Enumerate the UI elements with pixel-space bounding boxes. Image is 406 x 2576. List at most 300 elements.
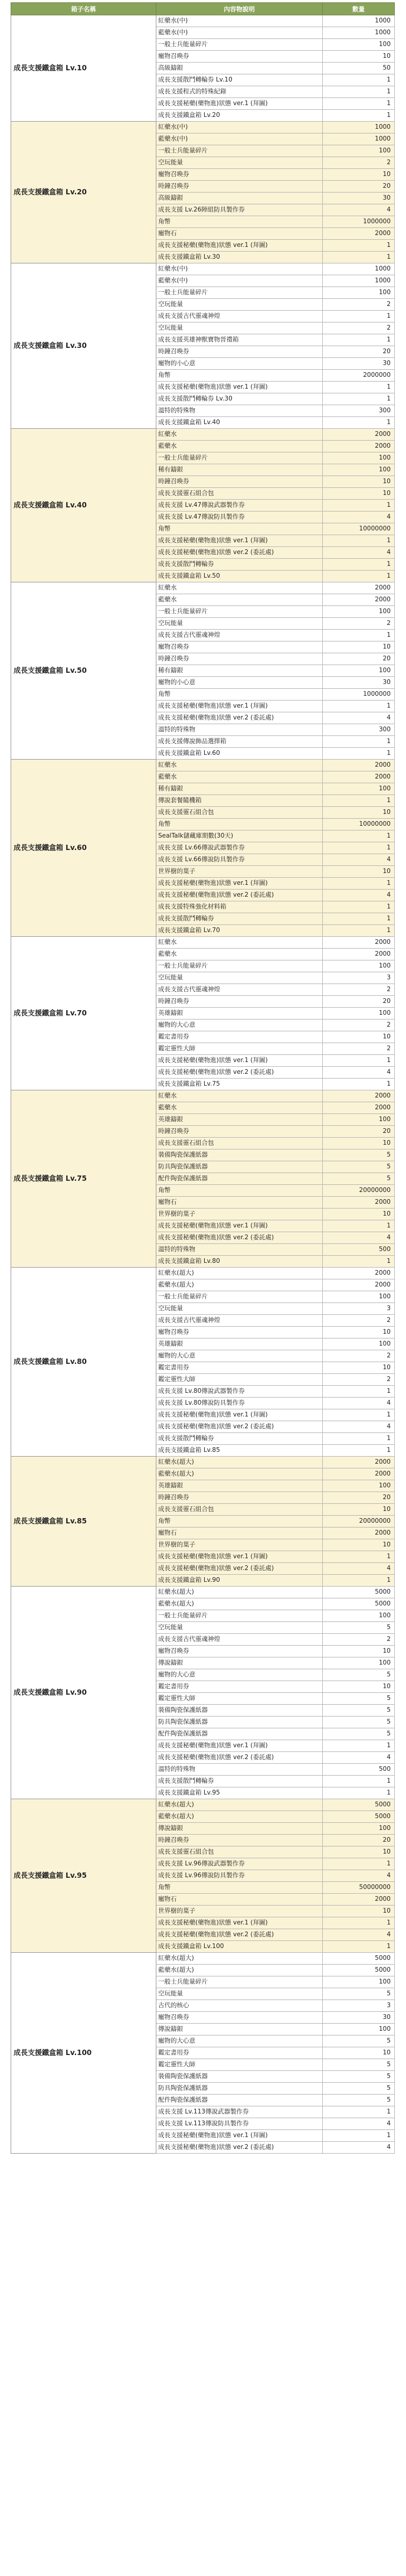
quantity-cell: 4 (323, 712, 395, 724)
quantity-cell: 5000 (323, 1587, 395, 1598)
item-name-cell: 寵物召喚券 (156, 1327, 323, 1339)
item-name-cell: 藍藥水(超大) (156, 1598, 323, 1610)
quantity-cell: 10 (323, 1504, 395, 1516)
quantity-cell: 2 (323, 1634, 395, 1646)
box-name-cell: 成長支援鐵盒箱 Lv.50 (11, 582, 156, 760)
quantity-cell: 5 (323, 1988, 395, 2000)
table-header (11, 3, 395, 15)
quantity-cell: 100 (323, 1976, 395, 1988)
item-name-cell: 古代的核心 (156, 2000, 323, 2012)
item-name-cell: 成長支援 Lv.113傳說防具製作券 (156, 2118, 323, 2130)
item-name-cell: 防具陶瓷保護紙器 (156, 1161, 323, 1173)
quantity-cell: 4 (323, 1870, 395, 1882)
item-name-cell: 成長支援散鬥轉輪券 (156, 1433, 323, 1445)
item-name-cell: 空玩能量 (156, 157, 323, 169)
item-name-cell: 英雄鑄銀 (156, 1008, 323, 1020)
box-group (11, 1457, 395, 1587)
quantity-cell: 1000 (323, 133, 395, 145)
quantity-cell: 1 (323, 795, 395, 807)
item-name-cell: 角幣 (156, 523, 323, 535)
box-group (11, 582, 395, 760)
quantity-cell: 50000000 (323, 1882, 395, 1894)
box-group (11, 1268, 395, 1457)
table-row (11, 122, 395, 133)
quantity-cell: 1 (323, 1220, 395, 1232)
item-name-cell: 鑑定書用券 (156, 2047, 323, 2059)
item-name-cell: 世界樹的葉子 (156, 1209, 323, 1220)
quantity-cell: 1000000 (323, 216, 395, 228)
header-row (11, 3, 395, 15)
item-name-cell: 成長支援秘藥(藥物進)狀態 ver.2 (委託處) (156, 1563, 323, 1575)
item-name-cell: 寵物的大心意 (156, 2036, 323, 2047)
quantity-cell: 2 (323, 323, 395, 334)
item-name-cell: 時鐘召喚券 (156, 996, 323, 1008)
item-name-cell: 紅藥水(超大) (156, 1457, 323, 1468)
quantity-cell: 20000000 (323, 1516, 395, 1528)
item-name-cell: 時鐘召喚券 (156, 1835, 323, 1846)
reward-table (11, 2, 395, 2154)
quantity-cell: 2 (323, 1350, 395, 1362)
item-name-cell: 成長支援鐵盒箱 Lv.20 (156, 110, 323, 122)
item-name-cell: 成長支援鐵盒箱 Lv.90 (156, 1575, 323, 1587)
item-name-cell: 成長支援散鬥轉輪券 Lv.10 (156, 74, 323, 86)
item-name-cell: 成長支援 Lv.47傳說防具製作券 (156, 512, 323, 523)
quantity-cell: 1 (323, 1776, 395, 1787)
quantity-cell: 10 (323, 1362, 395, 1374)
quantity-cell: 1 (323, 630, 395, 641)
item-name-cell: 成長支援散鬥轉輪券 (156, 913, 323, 925)
quantity-cell: 100 (323, 1008, 395, 1020)
item-name-cell: 世界樹的葉子 (156, 1906, 323, 1917)
quantity-cell: 1 (323, 240, 395, 252)
item-name-cell: 時鐘召喚券 (156, 653, 323, 665)
quantity-cell: 1 (323, 311, 395, 323)
quantity-cell: 5 (323, 2036, 395, 2047)
item-name-cell: 成長支援秘藥(藥物進)狀態 ver.1 (拜圖) (156, 1917, 323, 1929)
item-name-cell: 成長支援秘藥(藥物進)狀態 ver.1 (拜圖) (156, 701, 323, 712)
item-name-cell: 成長支援鐵盒箱 Lv.85 (156, 1445, 323, 1457)
quantity-cell: 2000 (323, 1457, 395, 1468)
item-name-cell: 時鐘召喚券 (156, 346, 323, 358)
item-name-cell: 英雄鑄銀 (156, 1480, 323, 1492)
item-name-cell: 成長支援秘藥(藥物進)狀態 ver.2 (委託處) (156, 1421, 323, 1433)
item-name-cell: 成長支援秘藥(藥物進)狀態 ver.2 (委託處) (156, 1232, 323, 1244)
quantity-cell: 2 (323, 1315, 395, 1327)
quantity-cell: 100 (323, 1823, 395, 1835)
quantity-cell: 5000 (323, 1598, 395, 1610)
quantity-cell: 100 (323, 783, 395, 795)
quantity-cell: 5000 (323, 1965, 395, 1976)
quantity-cell: 100 (323, 39, 395, 51)
quantity-cell: 2000 (323, 1268, 395, 1279)
quantity-cell: 5 (323, 2095, 395, 2106)
quantity-cell: 5 (323, 2071, 395, 2083)
item-name-cell: 空玩能量 (156, 299, 323, 311)
quantity-cell: 100 (323, 1480, 395, 1492)
quantity-cell: 1 (323, 878, 395, 890)
box-name-cell: 成長支援鐵盒箱 Lv.90 (11, 1587, 156, 1799)
item-name-cell: 成長支援鐵盒箱 Lv.80 (156, 1256, 323, 1268)
quantity-cell: 100 (323, 452, 395, 464)
quantity-cell: 30 (323, 358, 395, 370)
item-name-cell: 成長支援靈石組合包 (156, 488, 323, 500)
item-name-cell: 高級鑄銀 (156, 193, 323, 204)
item-name-cell: 紅藥水 (156, 582, 323, 594)
quantity-cell: 4 (323, 1398, 395, 1409)
item-name-cell: 成長支援鐵盒箱 Lv.50 (156, 571, 323, 582)
quantity-cell: 5 (323, 1173, 395, 1185)
quantity-cell: 10 (323, 476, 395, 488)
item-name-cell: 裝備陶瓷保護紙器 (156, 2071, 323, 2083)
item-name-cell: 成長支援英雄神獸寶物晉禮箱 (156, 334, 323, 346)
quantity-cell: 1 (323, 110, 395, 122)
item-name-cell: 世界樹的葉子 (156, 1539, 323, 1551)
item-name-cell: 空玩能量 (156, 1303, 323, 1315)
quantity-cell: 20 (323, 1492, 395, 1504)
item-name-cell: 成長支援古代靈魂神煌 (156, 1315, 323, 1327)
quantity-cell: 100 (323, 1610, 395, 1622)
quantity-cell: 1 (323, 252, 395, 263)
item-name-cell: 成長支援鐵盒箱 Lv.30 (156, 252, 323, 263)
quantity-cell: 1 (323, 736, 395, 748)
item-name-cell: 藍藥水 (156, 1102, 323, 1114)
quantity-cell: 10 (323, 866, 395, 878)
item-name-cell: 稀有鑄銀 (156, 783, 323, 795)
quantity-cell: 20 (323, 653, 395, 665)
item-name-cell: 傳說鑄銀 (156, 1657, 323, 1669)
item-name-cell: 成長支援鐵盒箱 Lv.60 (156, 748, 323, 760)
quantity-cell: 10 (323, 1327, 395, 1339)
item-name-cell: 成長支援 Lv.80傳說武器製作券 (156, 1386, 323, 1398)
box-name-cell: 成長支援鐵盒箱 Lv.100 (11, 1953, 156, 2154)
item-name-cell: 成長支援 Lv.96傳說防具製作券 (156, 1870, 323, 1882)
item-name-cell: 配件陶瓷保護紙器 (156, 1173, 323, 1185)
quantity-cell: 1 (323, 701, 395, 712)
box-group (11, 760, 395, 937)
quantity-cell: 1 (323, 86, 395, 98)
quantity-cell: 20 (323, 346, 395, 358)
quantity-cell: 5 (323, 1149, 395, 1161)
quantity-cell: 2 (323, 984, 395, 996)
item-name-cell: 紅藥水 (156, 429, 323, 441)
quantity-cell: 5 (323, 1693, 395, 1705)
quantity-cell: 100 (323, 960, 395, 972)
item-name-cell: 成長支援秘藥(藥物進)狀態 ver.1 (拜圖) (156, 878, 323, 890)
item-name-cell: 成長支援秘藥(藥物進)狀態 ver.2 (委託處) (156, 547, 323, 559)
quantity-cell: 20 (323, 996, 395, 1008)
quantity-cell: 1 (323, 559, 395, 571)
quantity-cell: 5 (323, 1669, 395, 1681)
item-name-cell: 成長支援秘藥(藥物進)狀態 ver.1 (拜圖) (156, 382, 323, 393)
item-name-cell: 藍藥水(中) (156, 133, 323, 145)
item-name-cell: 空玩能量 (156, 972, 323, 984)
quantity-cell: 1 (323, 1787, 395, 1799)
quantity-cell: 1 (323, 1433, 395, 1445)
quantity-cell: 5 (323, 2059, 395, 2071)
box-name-cell: 成長支援鐵盒箱 Lv.95 (11, 1799, 156, 1953)
item-name-cell: 成長支援靈石組合包 (156, 1504, 323, 1516)
item-name-cell: 成長支援秘藥(藥物進)狀態 ver.2 (委託處) (156, 890, 323, 901)
quantity-cell: 100 (323, 665, 395, 677)
quantity-cell: 2000 (323, 937, 395, 949)
item-name-cell: 角幣 (156, 1882, 323, 1894)
item-name-cell: 鑑定靈性大師 (156, 1043, 323, 1055)
quantity-cell: 2 (323, 618, 395, 630)
quantity-cell: 1 (323, 748, 395, 760)
item-name-cell: 裝備陶瓷保護紙器 (156, 1705, 323, 1717)
item-name-cell: 成長支援秘藥(藥物進)狀態 ver.1 (拜圖) (156, 535, 323, 547)
box-group (11, 1090, 395, 1268)
item-name-cell: 一般士兵能量碎片 (156, 452, 323, 464)
quantity-cell: 10 (323, 1681, 395, 1693)
table-row (11, 582, 395, 594)
quantity-cell: 2 (323, 1374, 395, 1386)
quantity-cell: 4 (323, 2118, 395, 2130)
quantity-cell: 2000 (323, 582, 395, 594)
quantity-cell: 5 (323, 2083, 395, 2095)
quantity-cell: 10 (323, 1209, 395, 1220)
box-name-cell: 成長支援鐵盒箱 Lv.60 (11, 760, 156, 937)
quantity-cell: 2000 (323, 1894, 395, 1906)
box-name-cell: 成長支援鐵盒箱 Lv.80 (11, 1268, 156, 1457)
quantity-cell: 2000 (323, 1197, 395, 1209)
quantity-cell: 100 (323, 1339, 395, 1350)
item-name-cell: 藍藥水(中) (156, 275, 323, 287)
box-group (11, 937, 395, 1090)
quantity-cell: 1000000 (323, 689, 395, 701)
item-name-cell: 寵物召喚券 (156, 51, 323, 63)
quantity-cell: 1 (323, 334, 395, 346)
item-name-cell: 一般士兵能量碎片 (156, 145, 323, 157)
quantity-cell: 1000 (323, 263, 395, 275)
table-row (11, 15, 395, 27)
item-name-cell: 空玩能量 (156, 618, 323, 630)
item-name-cell: 傳說鑄銀 (156, 1823, 323, 1835)
item-name-cell: 鑑定靈性大師 (156, 2059, 323, 2071)
item-name-cell: 紅藥水(超大) (156, 1953, 323, 1965)
table-row (11, 263, 395, 275)
item-name-cell: 成長支援 Lv.96傳說武器製作券 (156, 1858, 323, 1870)
quantity-cell: 500 (323, 1244, 395, 1256)
quantity-cell: 1 (323, 913, 395, 925)
quantity-cell: 1 (323, 1941, 395, 1953)
quantity-cell: 4 (323, 890, 395, 901)
quantity-cell: 1 (323, 382, 395, 393)
quantity-cell: 1 (323, 393, 395, 405)
quantity-cell: 10 (323, 51, 395, 63)
box-group (11, 429, 395, 582)
item-name-cell: 成長支援特殊強化材料箱 (156, 901, 323, 913)
quantity-cell: 1 (323, 831, 395, 842)
table-row (11, 1587, 395, 1598)
item-name-cell: 防具陶瓷保護紙器 (156, 1717, 323, 1728)
item-name-cell: 高級鑄銀 (156, 63, 323, 74)
item-name-cell: 成長支援靈石組合包 (156, 807, 323, 819)
item-name-cell: 寵物的大心意 (156, 1020, 323, 1031)
item-name-cell: 成長支援秘藥(藥物進)狀態 ver.1 (拜圖) (156, 1551, 323, 1563)
item-name-cell: 成長支援 Lv.47傳說武器製作券 (156, 500, 323, 512)
item-name-cell: 鑑定靈性大師 (156, 1374, 323, 1386)
item-name-cell: 成長支援古代靈魂神煌 (156, 630, 323, 641)
quantity-cell: 2000 (323, 1090, 395, 1102)
item-name-cell: 成長支援鐵盒箱 Lv.100 (156, 1941, 323, 1953)
item-name-cell: 紅藥水(中) (156, 263, 323, 275)
item-name-cell: 紅藥水 (156, 1090, 323, 1102)
item-name-cell: 稀有鑄銀 (156, 665, 323, 677)
quantity-cell: 2 (323, 299, 395, 311)
quantity-cell: 2000 (323, 1528, 395, 1539)
box-name-cell: 成長支援鐵盒箱 Lv.40 (11, 429, 156, 582)
quantity-cell: 5000 (323, 1953, 395, 1965)
item-name-cell: 紅藥水 (156, 937, 323, 949)
quantity-cell: 1 (323, 1917, 395, 1929)
quantity-cell: 4 (323, 2142, 395, 2154)
item-name-cell: 成長支援秘藥(藥物進)狀態 ver.2 (委託處) (156, 712, 323, 724)
quantity-cell: 2000 (323, 594, 395, 606)
quantity-cell: 2000 (323, 1279, 395, 1291)
quantity-cell: 1 (323, 842, 395, 854)
quantity-cell: 50 (323, 63, 395, 74)
quantity-cell: 1000 (323, 15, 395, 27)
item-name-cell: 溫特的特殊物 (156, 1244, 323, 1256)
item-name-cell: SealTalk儲藏庫期數(30天) (156, 831, 323, 842)
item-name-cell: 成長支援 Lv.26陣組防具製作券 (156, 204, 323, 216)
item-name-cell: 藍藥水(超大) (156, 1468, 323, 1480)
box-name-cell: 成長支援鐵盒箱 Lv.75 (11, 1090, 156, 1268)
item-name-cell: 成長支援秘藥(藥物進)狀態 ver.1 (拜圖) (156, 1055, 323, 1067)
quantity-cell: 100 (323, 145, 395, 157)
item-name-cell: 藍藥水(超大) (156, 1965, 323, 1976)
quantity-cell: 4 (323, 512, 395, 523)
table-row (11, 937, 395, 949)
item-name-cell: 寵物石 (156, 1528, 323, 1539)
quantity-cell: 2000 (323, 949, 395, 960)
quantity-cell: 10 (323, 488, 395, 500)
item-name-cell: 英雄鑄銀 (156, 1339, 323, 1350)
box-name-cell: 成長支援鐵盒箱 Lv.30 (11, 263, 156, 429)
item-name-cell: 紅藥水 (156, 760, 323, 771)
item-name-cell: 成長支援秘藥(藥物進)狀態 ver.2 (委託處) (156, 2142, 323, 2154)
quantity-cell: 1 (323, 2106, 395, 2118)
quantity-cell: 2000000 (323, 370, 395, 382)
item-name-cell: 一般士兵能量碎片 (156, 1976, 323, 1988)
item-name-cell: 成長支援古代靈魂神煌 (156, 311, 323, 323)
table-row (11, 1457, 395, 1468)
quantity-cell: 500 (323, 1764, 395, 1776)
quantity-cell: 10 (323, 1138, 395, 1149)
item-name-cell: 成長支援散鬥轉輪券 Lv.30 (156, 393, 323, 405)
quantity-cell: 1 (323, 535, 395, 547)
quantity-cell: 1 (323, 571, 395, 582)
item-name-cell: 成長支援鐵盒箱 Lv.95 (156, 1787, 323, 1799)
quantity-cell: 2000 (323, 441, 395, 452)
item-name-cell: 成長支援鐵盒箱 Lv.70 (156, 925, 323, 937)
quantity-cell: 5 (323, 1622, 395, 1634)
quantity-cell: 1 (323, 1409, 395, 1421)
item-name-cell: 藍藥水 (156, 441, 323, 452)
quantity-cell: 4 (323, 1563, 395, 1575)
quantity-cell: 2 (323, 1020, 395, 1031)
box-group (11, 263, 395, 429)
quantity-cell: 1 (323, 1445, 395, 1457)
quantity-cell: 5 (323, 1161, 395, 1173)
item-name-cell: 成長支援秘藥(藥物進)狀態 ver.1 (拜圖) (156, 240, 323, 252)
item-name-cell: 稀有鑄銀 (156, 464, 323, 476)
quantity-cell: 3 (323, 2000, 395, 2012)
quantity-cell: 30 (323, 193, 395, 204)
item-name-cell: 藍藥水 (156, 949, 323, 960)
item-name-cell: 成長支援秘藥(藥物進)狀態 ver.1 (拜圖) (156, 1740, 323, 1752)
item-name-cell: 成長支援 Lv.113傳說武器製作券 (156, 2106, 323, 2118)
item-name-cell: 角幣 (156, 819, 323, 831)
quantity-cell: 2 (323, 157, 395, 169)
item-name-cell: 寵物石 (156, 1197, 323, 1209)
item-name-cell: 藍藥水(超大) (156, 1279, 323, 1291)
item-name-cell: 鑑定書用券 (156, 1031, 323, 1043)
quantity-cell: 5000 (323, 1799, 395, 1811)
quantity-cell: 30 (323, 677, 395, 689)
quantity-cell: 4 (323, 1752, 395, 1764)
item-name-cell: 一般士兵能量碎片 (156, 960, 323, 972)
item-name-cell: 藍藥水(中) (156, 27, 323, 39)
item-name-cell: 紅藥水(超大) (156, 1799, 323, 1811)
quantity-cell: 1 (323, 417, 395, 429)
quantity-cell: 4 (323, 547, 395, 559)
item-name-cell: 裝備陶瓷保護紙器 (156, 1149, 323, 1161)
quantity-cell: 1 (323, 1386, 395, 1398)
table-row (11, 1268, 395, 1279)
item-name-cell: 角幣 (156, 370, 323, 382)
table-row (11, 1090, 395, 1102)
quantity-header: 數量 (323, 3, 395, 15)
item-name-cell: 成長支援秘藥(藥物進)狀態 ver.1 (拜圖) (156, 1220, 323, 1232)
item-name-cell: 成長支援散鬥轉輪券 (156, 559, 323, 571)
quantity-cell: 4 (323, 1067, 395, 1079)
quantity-cell: 2000 (323, 1468, 395, 1480)
quantity-cell: 10 (323, 1906, 395, 1917)
quantity-cell: 1 (323, 98, 395, 110)
item-name-cell: 成長支援散鬥轉輪券 (156, 1776, 323, 1787)
item-name-cell: 紅藥水(中) (156, 122, 323, 133)
item-name-cell: 寵物石 (156, 228, 323, 240)
quantity-cell: 2000 (323, 760, 395, 771)
item-name-cell: 溫特的特殊物 (156, 1764, 323, 1776)
quantity-cell: 10 (323, 1539, 395, 1551)
item-name-cell: 寵物的小心意 (156, 677, 323, 689)
item-name-cell: 寵物的小心意 (156, 358, 323, 370)
box-group (11, 15, 395, 122)
item-name-cell: 配件陶瓷保護紙器 (156, 2095, 323, 2106)
item-name-cell: 成長支援古代靈魂神煌 (156, 984, 323, 996)
quantity-cell: 4 (323, 854, 395, 866)
item-name-cell: 時鐘召喚券 (156, 181, 323, 193)
quantity-cell: 100 (323, 464, 395, 476)
quantity-cell: 100 (323, 1657, 395, 1669)
quantity-cell: 10 (323, 1031, 395, 1043)
quantity-cell: 1 (323, 901, 395, 913)
quantity-cell: 2000 (323, 429, 395, 441)
quantity-cell: 5 (323, 1717, 395, 1728)
box-name-cell: 成長支援鐵盒箱 Lv.10 (11, 15, 156, 122)
item-name-cell: 紅藥水(超大) (156, 1268, 323, 1279)
table-row (11, 1953, 395, 1965)
box-group (11, 1799, 395, 1953)
quantity-cell: 1 (323, 1551, 395, 1563)
item-name-cell: 成長支援秘藥(藥物進)狀態 ver.1 (拜圖) (156, 2130, 323, 2142)
quantity-cell: 1 (323, 1575, 395, 1587)
item-name-cell: 鑑定靈性大師 (156, 1693, 323, 1705)
quantity-cell: 2 (323, 1043, 395, 1055)
